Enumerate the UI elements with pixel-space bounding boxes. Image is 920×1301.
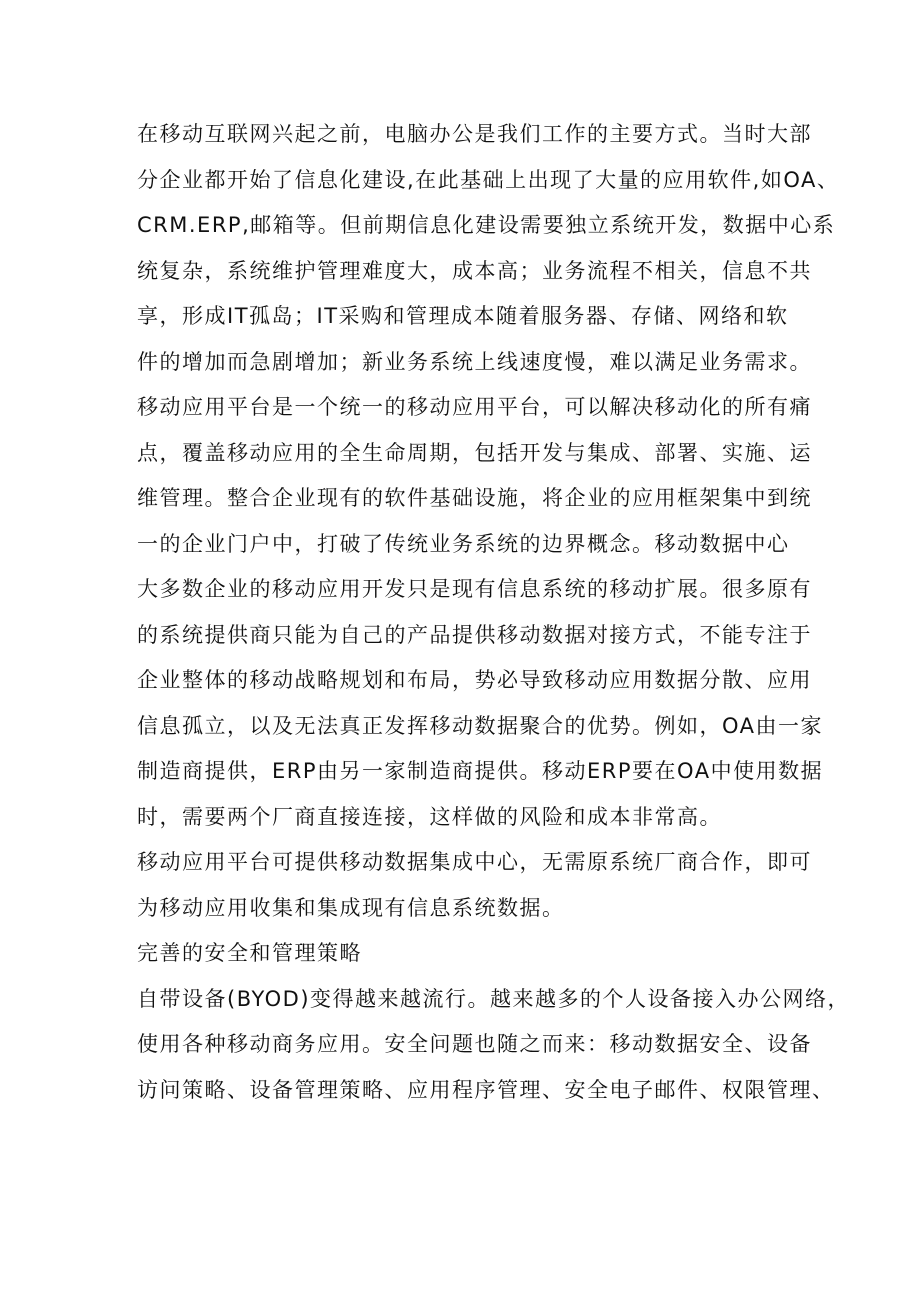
text-line: 移动应用平台可提供移动数据集成中心，无需原系统厂商合作，即可: [137, 850, 812, 874]
text-line: 使用各种移动商务应用。安全问题也随之而来：移动数据安全、设备: [137, 1032, 812, 1056]
text-line: 企业整体的移动战略规划和布局，势必导致移动应用数据分散、应用: [137, 668, 812, 692]
text-line: 移动应用平台是一个统一的移动应用平台，可以解决移动化的所有痛: [137, 395, 812, 419]
text-line: 的系统提供商只能为自己的产品提供移动数据对接方式，不能专注于: [137, 622, 812, 647]
text-line: 为移动应用收集和集成现有信息系统数据。: [137, 895, 565, 920]
text-line: 维管理。整合企业现有的软件基础设施，将企业的应用框架集中到统: [137, 486, 812, 510]
text-line: 信息孤立，以及无法真正发挥移动数据聚合的优势。例如，OA由一家: [137, 713, 824, 738]
text-line: 自带设备(BYOD)变得越来越流行。越来越多的个人设备接入办公网络，: [137, 986, 851, 1011]
text-line: 大多数企业的移动应用开发只是现有信息系统的移动扩展。很多原有: [137, 577, 812, 601]
text-line: 点，覆盖移动应用的全生命周期，包括开发与集成、部署、实施、运: [137, 440, 812, 465]
text-line: 访问策略、设备管理策略、应用程序管理、安全电子邮件、权限管理、: [137, 1077, 835, 1102]
text-line: CRM.ERP,邮箱等。但前期信息化建设需要独立系统开发，数据中心系: [137, 213, 836, 237]
text-line: 在移动互联网兴起之前，电脑办公是我们工作的主要方式。当时大部: [137, 122, 812, 146]
text-line: 享，形成IT孤岛；IT采购和管理成本随着服务器、存储、网络和软: [137, 304, 789, 328]
text-line: 制造商提供，ERP由另一家制造商提供。移动ERP要在OA中使用数据: [137, 759, 824, 783]
section-heading: 完善的安全和管理策略: [137, 941, 362, 965]
text-line: 分企业都开始了信息化建设,在此基础上出现了大量的应用软件,如OA、: [137, 167, 840, 192]
text-line: 统复杂，系统维护管理难度大，成本高；业务流程不相关，信息不共: [137, 258, 812, 283]
text-line: 一的企业门户中，打破了传统业务系统的边界概念。移动数据中心: [137, 531, 790, 556]
text-line: 件的增加而急剧增加；新业务系统上线速度慢，难以满足业务需求。: [137, 349, 812, 374]
text-line: 时，需要两个厂商直接连接，这样做的风险和成本非常高。: [137, 804, 722, 829]
body-text: [137, 112, 851, 1113]
